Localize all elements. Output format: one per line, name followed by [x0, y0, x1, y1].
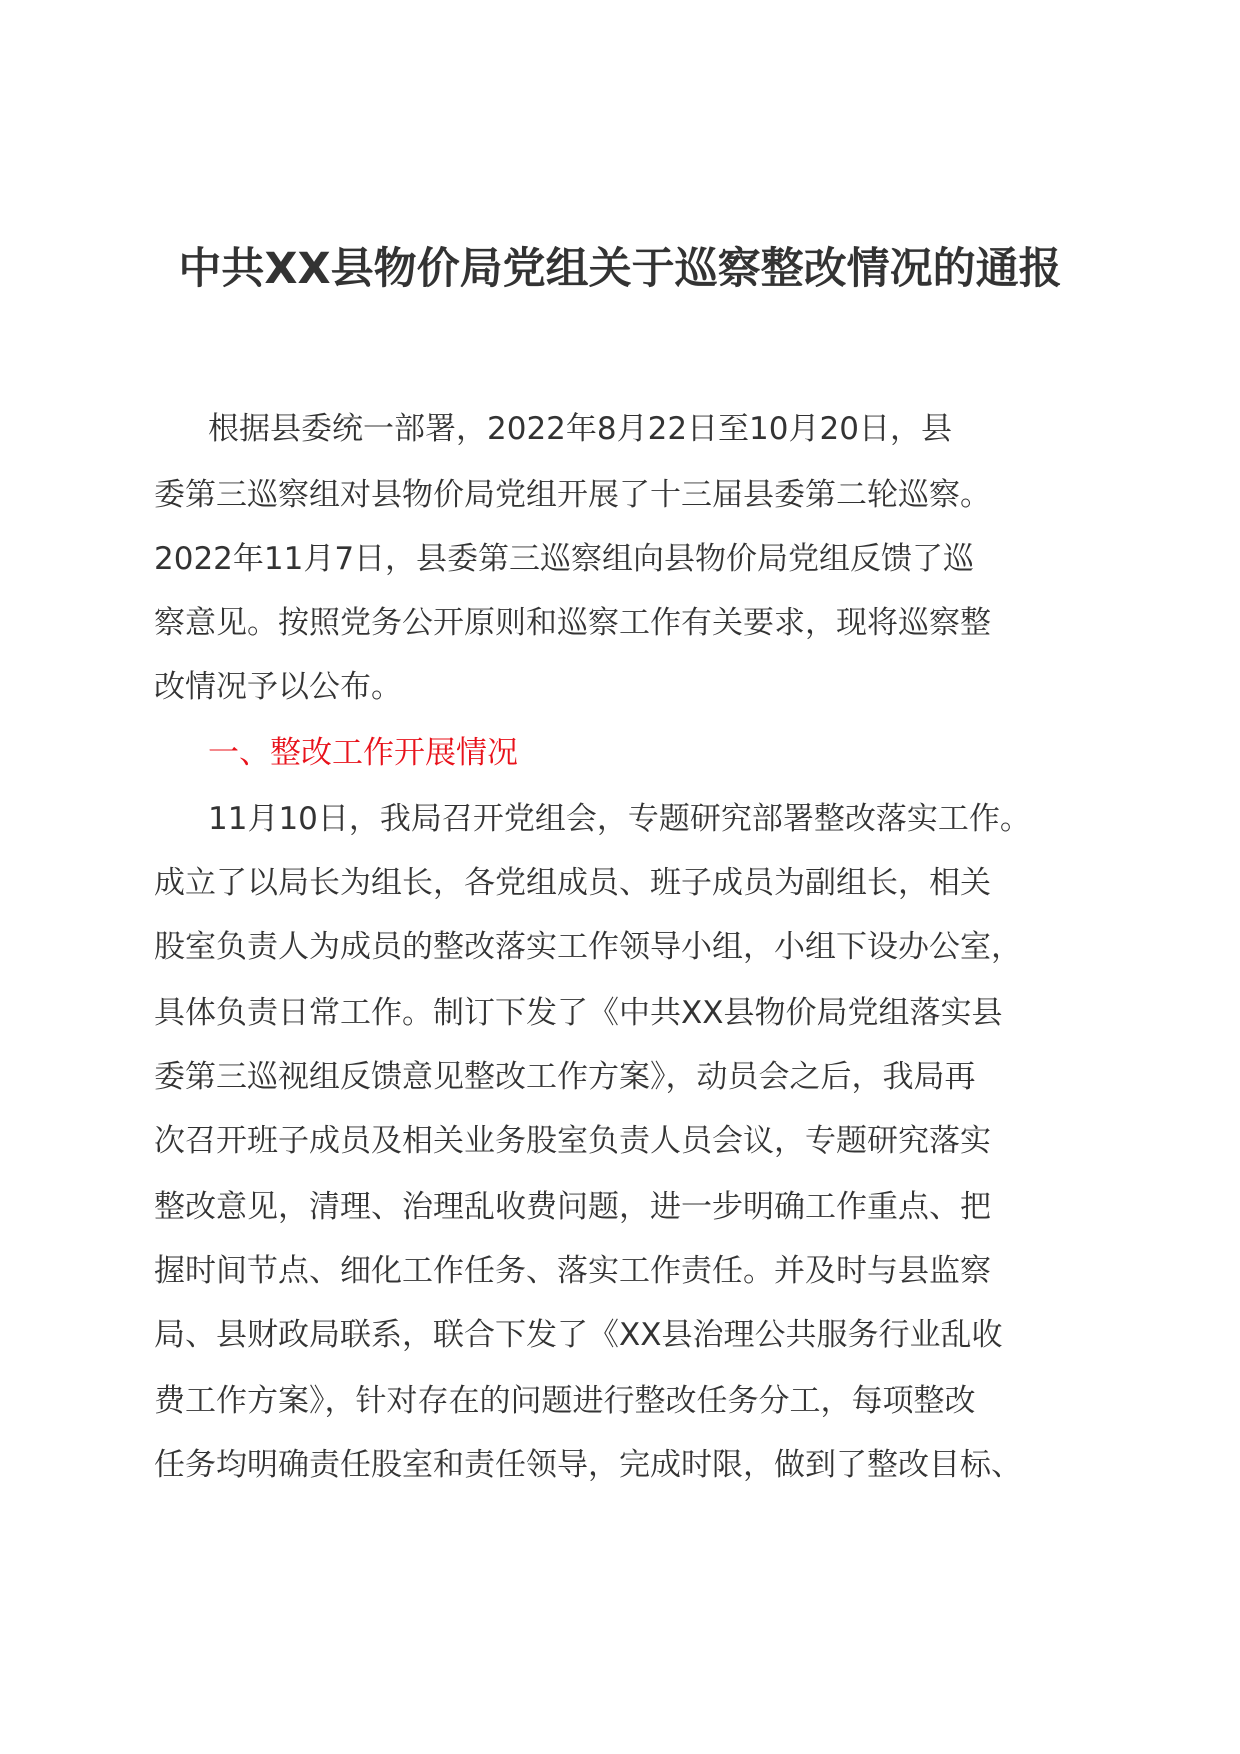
paragraph-line: 2022年11月7日，县委第三巡察组向县物价局党组反馈了巡	[154, 541, 975, 577]
paragraph-line: 整改意见，清理、治理乱收费问题，进一步明确工作重点、把	[154, 1189, 991, 1225]
paragraph-line: 费工作方案》，针对存在的问题进行整改任务分工，每项整改	[154, 1383, 976, 1419]
document-title: 中共XX县物价局党组关于巡察整改情况的通报	[178, 244, 1062, 294]
paragraph-line: 根据县委统一部署，2022年8月22日至10月20日，县	[208, 411, 952, 447]
paragraph-line: 委第三巡察组对县物价局党组开展了十三届县委第二轮巡察。	[154, 477, 991, 513]
paragraph-line: 成立了以局长为组长，各党组成员、班子成员为副组长，相关	[154, 865, 991, 901]
paragraph-line: 股室负责人为成员的整改落实工作领导小组，小组下设办公室，	[154, 929, 1022, 965]
section-heading: 一、整改工作开展情况	[208, 735, 518, 771]
paragraph-line: 委第三巡视组反馈意见整改工作方案》，动员会之后，我局再	[154, 1059, 976, 1095]
paragraph-line: 察意见。按照党务公开原则和巡察工作有关要求，现将巡察整	[154, 605, 991, 641]
paragraph-line: 任务均明确责任股室和责任领导，完成时限，做到了整改目标、	[154, 1447, 1022, 1483]
paragraph-line: 改情况予以公布。	[154, 669, 402, 705]
paragraph-line: 具体负责日常工作。制订下发了《中共XX县物价局党组落实县	[154, 995, 1003, 1031]
paragraph-line: 次召开班子成员及相关业务股室负责人员会议，专题研究落实	[154, 1123, 991, 1159]
paragraph-line: 局、县财政局联系，联合下发了《XX县治理公共服务行业乱收	[154, 1317, 1003, 1353]
paragraph-line: 握时间节点、细化工作任务、落实工作责任。并及时与县监察	[154, 1253, 991, 1289]
paragraph-line: 11月10日，我局召开党组会，专题研究部署整改落实工作。	[208, 801, 1031, 837]
